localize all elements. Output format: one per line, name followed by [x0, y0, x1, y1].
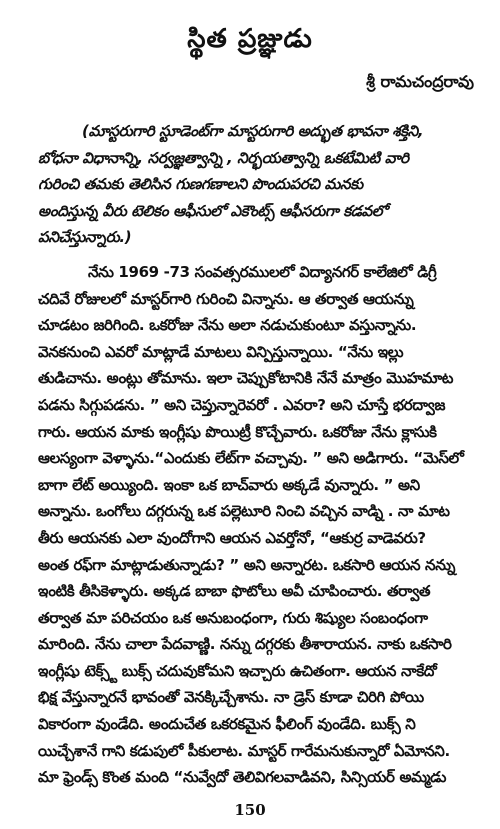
body-line: నేను 1969 -73 సంవత్సరములలో విద్యానగర్ కాలేజిలో డిగ్రీ	[88, 262, 437, 281]
intro-line: గురించి తమకు తెలిసిన గుణగణాలని పొందుపరచి మనకు	[38, 175, 363, 194]
body-line: బాగా లేట్ అయ్యింది. ఇంకా ఒక బాచ్‌వారు అక్కడే వున్నారు. ” అని	[38, 475, 420, 494]
page-number: 150	[234, 801, 266, 819]
body-line: ఆలస్యంగా వెళ్ళాను.“ఎందుకు లేట్‌గా వచ్చావు. ” అని అడిగారు. “మెస్‌లో	[38, 449, 464, 468]
intro-line: (మాస్టరుగారి స్టూడెంట్‌గా మాస్టరుగారి అద్భుత భావనా శక్తిని,	[82, 122, 424, 140]
intro-line: పనిచేస్తున్నారు.)	[38, 228, 132, 247]
body-line: ఇంటికి తీసికెళ్ళారు. అక్కడ బాబా ఫొటోలు అవీ చూపించారు. తర్వాత	[38, 582, 431, 601]
body-line: తుడిచాను. అంట్లు తోమాను. ఇలా చెప్పుకోటానికి నేనే మాత్రం మొహమాట	[38, 369, 454, 388]
intro-line: బోధనా విధానాన్ని, సర్వజ్ఞత్వాన్ని , నిర్భయత్వాన్ని ఒకటేమిటి వారి	[38, 148, 409, 167]
body-line: పడను సిగ్గుపడను. ” అని చెప్తున్నారెవరో . ఎవరా? అని చూస్తే భరద్వాజ	[38, 395, 446, 414]
body-line: చూడటం జరిగింది. ఒకరోజు నేను అలా నడుచుకుంటూ వస్తున్నాను.	[38, 316, 417, 335]
body-line: వికారంగా వుండేది. అందుచేత ఒకరకమైన ఫీలింగ్ వుండేది. బుక్స్ ని	[38, 715, 416, 734]
body-line: మారింది. నేను చాలా పేదవాణ్ణి. నన్ను దగ్గరకు తీశారాయన. నాకు ఒకసారి	[38, 635, 452, 654]
body-line: వెనకనుంచి ఎవరో మాట్లాడే మాటలు విన్పిస్తున్నాయి. “నేను ఇల్లు	[38, 342, 404, 361]
body-paragraph	[38, 259, 484, 791]
body-line: తర్వాత మా పరిచయం ఒక అనుబంధంగా, గురు శిష్యుల సంబంధంగా	[38, 608, 428, 627]
body-line: యిచ్చేశానే గాని కడుపులో పీకులాట. మాస్టర్ గారేమనుకున్నారో ఏమోనని.	[38, 741, 450, 760]
body-line: అన్నాను. ఒంగోలు దగ్గరున్న ఒక పల్లెటూరి నించి వచ్చిన వాడ్ని . నా మాట	[38, 502, 450, 521]
page-body	[38, 118, 484, 791]
paragraph-gap	[38, 251, 484, 259]
chapter-title: స్థిత ప్రజ్ఞుడు	[187, 24, 313, 54]
body-line: తీరు ఆయనకు ఎలా వుందోగాని ఆయన ఎవర్తోనో, “ఆకుర్ర వాడెవరు?	[38, 528, 426, 547]
author-name: శ్రీ రామచంద్రరావు	[366, 72, 474, 91]
intro-paragraph	[38, 118, 484, 251]
body-line: చదివే రోజులలో మాస్టర్‌గారి గురించి విన్నాను. ఆ తర్వాత ఆయన్ను	[38, 289, 414, 308]
body-line: భిక్ష వేస్తున్నారనే భావంతో వెనక్కిచ్చేశాను. నా డ్రెస్ కూడా చిరిగి పోయి	[38, 688, 424, 707]
body-line: గారు. ఆయన మాకు ఇంగ్లీషు పొయిట్రీ కొచ్చేవారు. ఒకరోజు నేను క్లాసుకి	[38, 422, 437, 441]
body-line: మా ఫ్రెండ్స్ కొంత మంది “నువ్వేదో తెలివిగలవాడివని, సిన్సియర్ అమ్మడు	[38, 768, 447, 787]
body-line: ఇంగ్లీషు టెక్స్ట్ బుక్స్ చదువుకోమని ఇచ్చారు ఉచితంగా. ఆయన నాకేదో	[38, 661, 437, 680]
body-line: అంత రఫ్‌గా మాట్లాడుతున్నాడు? ” అని అన్నారట. ఒకసారి ఆయన నన్ను	[38, 555, 456, 574]
intro-line: అందిస్తున్న వీరు టెలికం ఆఫీసులో ఎకౌంట్స్ ఆఫీసరుగా కడవలో	[38, 201, 387, 220]
